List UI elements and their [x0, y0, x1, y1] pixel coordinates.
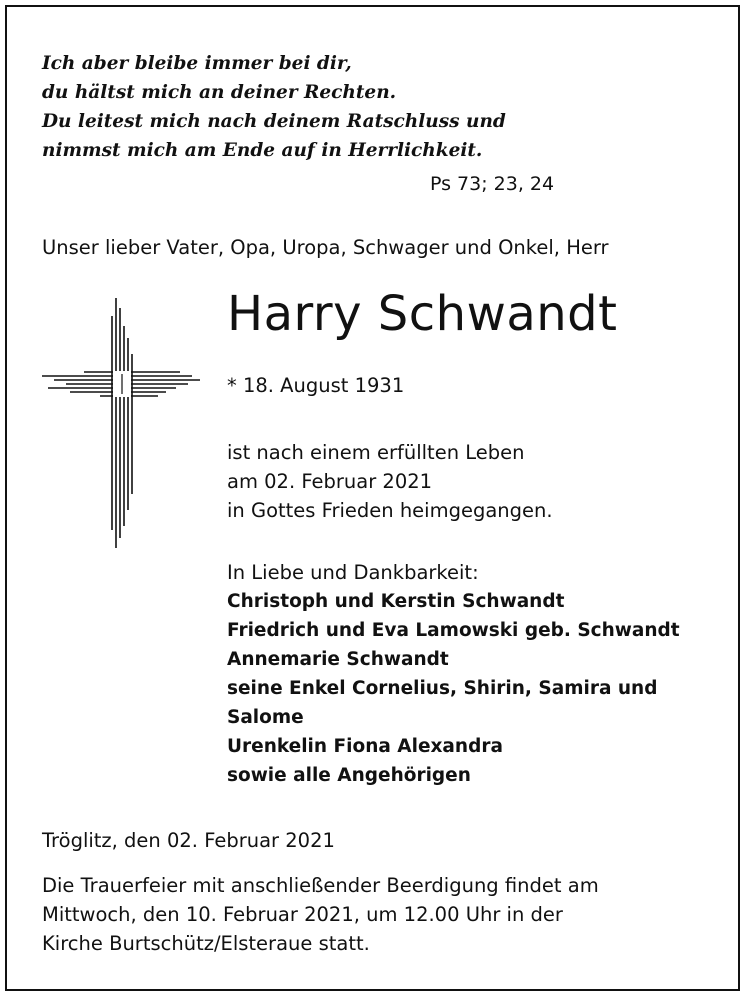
service-info: [42, 871, 599, 958]
deceased-name: Harry Schwandt: [227, 286, 618, 342]
verse-reference: Ps 73; 23, 24: [430, 173, 555, 195]
mourner-name: Annemarie Schwandt: [227, 649, 449, 670]
mourner-name: Salome: [227, 707, 304, 728]
place-date: Tröglitz, den 02. Februar 2021: [42, 829, 335, 852]
mourner-name: Friedrich und Eva Lamowski geb. Schwandt: [227, 620, 680, 641]
service-line: Kirche Burtschütz/Elsteraue statt.: [42, 932, 370, 955]
passing-line: am 02. Februar 2021: [227, 470, 433, 493]
service-line: Mittwoch, den 10. Februar 2021, um 12.00 Uhr in der: [42, 903, 563, 926]
mourner-name: Urenkelin Fiona Alexandra: [227, 736, 503, 757]
bible-verse: [42, 49, 506, 165]
mourner-name: sowie alle Angehörigen: [227, 765, 471, 786]
cross-icon: [40, 298, 200, 548]
mourner-name: seine Enkel Cornelius, Shirin, Samira und: [227, 678, 658, 699]
verse-line: nimmst mich am Ende auf in Herrlichkeit.: [42, 140, 483, 161]
verse-line: Du leitest mich nach deinem Ratschluss und: [42, 111, 506, 132]
intro-text: Unser lieber Vater, Opa, Uropa, Schwager und Onkel, Herr: [42, 236, 609, 259]
verse-line: Ich aber bleibe immer bei dir,: [42, 53, 352, 74]
mourner-list: [227, 587, 680, 790]
verse-line: du hältst mich an deiner Rechten.: [42, 82, 397, 103]
thanks-label: In Liebe und Dankbarkeit:: [227, 561, 479, 584]
birth-date: * 18. August 1931: [227, 374, 405, 397]
passing-line: in Gottes Frieden heimgegangen.: [227, 499, 553, 522]
mourner-name: Christoph und Kerstin Schwandt: [227, 591, 565, 612]
passing-line: ist nach einem erfüllten Leben: [227, 441, 525, 464]
passing-text: [227, 438, 553, 525]
service-line: Die Trauerfeier mit anschließender Beerdigung findet am: [42, 874, 599, 897]
